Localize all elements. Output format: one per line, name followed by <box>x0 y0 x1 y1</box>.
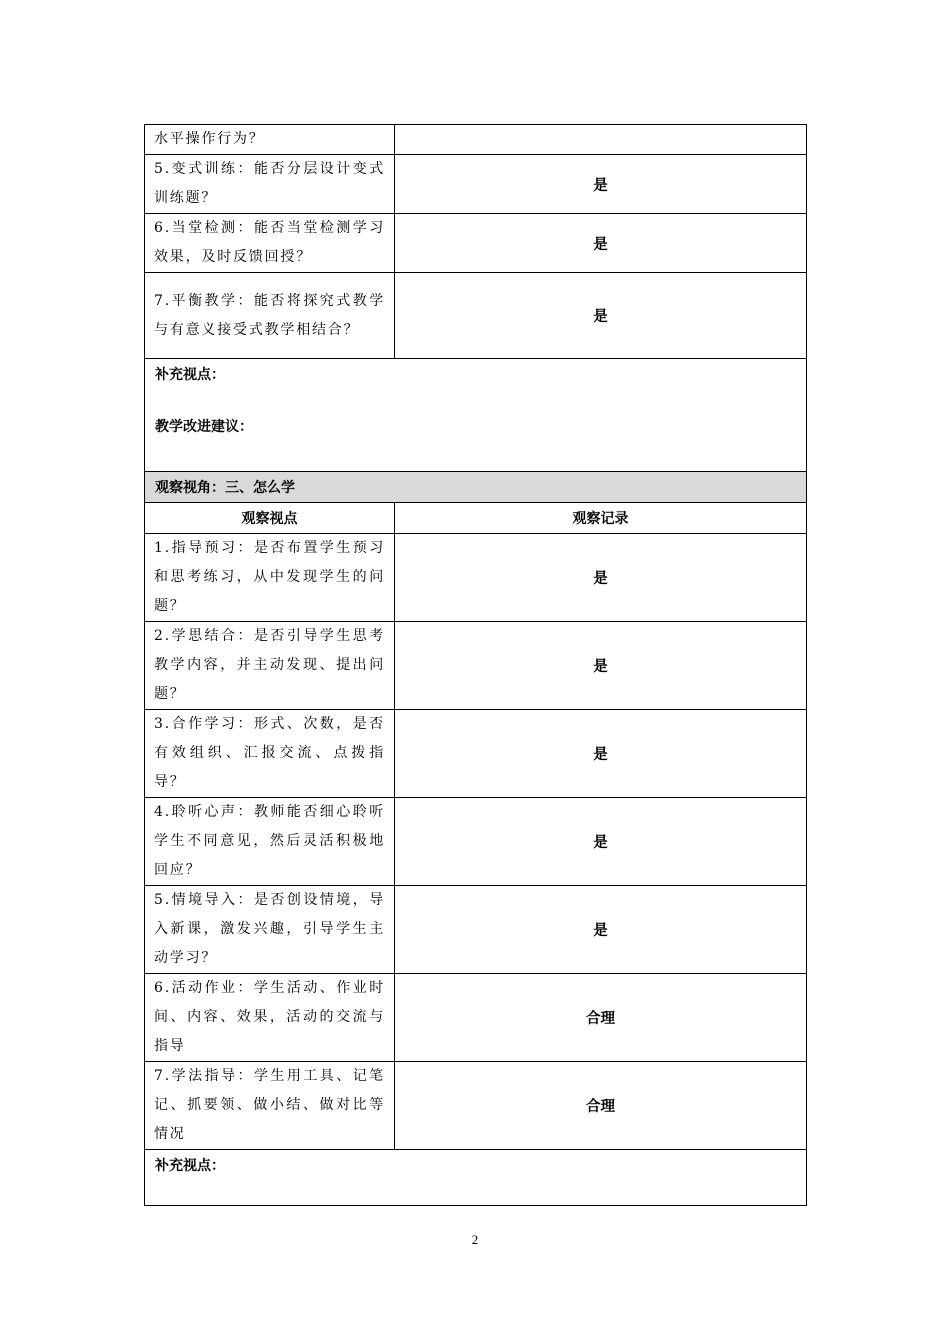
suggestion-label: 教学改进建议： <box>155 419 253 435</box>
supplement-row <box>145 1150 807 1206</box>
table-row <box>145 273 807 359</box>
table-row <box>145 974 807 1062</box>
supplement-cell <box>145 359 807 472</box>
supplement-row <box>145 359 807 472</box>
table-row <box>145 622 807 710</box>
section-title-row <box>145 472 807 503</box>
observation-point-cell: 4.聆听心声：教师能否细心聆听学生不同意见，然后灵活积极地回应？ <box>145 798 395 886</box>
observation-point-cell: 5.情境导入：是否创设情境，导入新课，激发兴趣，引导学生主动学习？ <box>145 886 395 974</box>
table-row <box>145 1062 807 1150</box>
observation-point-cell: 5.变式训练：能否分层设计变式训练题？ <box>145 155 395 214</box>
observation-point-cell: 2.学思结合：是否引导学生思考教学内容，并主动发现、提出问题？ <box>145 622 395 710</box>
observation-record-cell: 是 <box>395 886 807 974</box>
table-row <box>145 710 807 798</box>
table-row <box>145 534 807 622</box>
table-row <box>145 886 807 974</box>
table-row <box>145 214 807 273</box>
observation-point-cell: 3.合作学习：形式、次数，是否有效组织、汇报交流、点拨指导？ <box>145 710 395 798</box>
observation-record-cell: 是 <box>395 534 807 622</box>
observation-point-cell: 7.平衡教学：能否将探究式教学与有意义接受式教学相结合？ <box>145 273 395 359</box>
observation-table <box>144 124 807 1206</box>
table-row <box>145 155 807 214</box>
observation-record-cell: 合理 <box>395 974 807 1062</box>
observation-point-cell: 1.指导预习：是否布置学生预习和思考练习，从中发现学生的问题？ <box>145 534 395 622</box>
observation-record-cell <box>395 125 807 155</box>
supplement-label: 补充视点： <box>155 367 225 383</box>
table-row <box>145 125 807 155</box>
observation-point-cell: 7.学法指导：学生用工具、记笔记、抓要领、做小结、做对比等情况 <box>145 1062 395 1150</box>
observation-record-cell: 是 <box>395 155 807 214</box>
page-number: 2 <box>471 1232 479 1247</box>
header-row <box>145 503 807 534</box>
supplement-cell <box>145 1150 807 1206</box>
observation-record-cell: 是 <box>395 798 807 886</box>
header-observation-record: 观察记录 <box>395 503 807 534</box>
header-observation-point: 观察视点 <box>145 503 395 534</box>
observation-point-cell: 水平操作行为？ <box>145 125 395 155</box>
observation-table-page <box>144 124 806 1206</box>
table-row <box>145 798 807 886</box>
observation-record-cell: 是 <box>395 214 807 273</box>
observation-point-cell: 6.活动作业：学生活动、作业时间、内容、效果，活动的交流与指导 <box>145 974 395 1062</box>
observation-record-cell: 是 <box>395 273 807 359</box>
section-title: 观察视角：三、怎么学 <box>145 472 807 503</box>
observation-record-cell: 合理 <box>395 1062 807 1150</box>
observation-record-cell: 是 <box>395 622 807 710</box>
observation-point-cell: 6.当堂检测：能否当堂检测学习效果，及时反馈回授？ <box>145 214 395 273</box>
supplement-label: 补充视点： <box>155 1158 225 1174</box>
observation-record-cell: 是 <box>395 710 807 798</box>
